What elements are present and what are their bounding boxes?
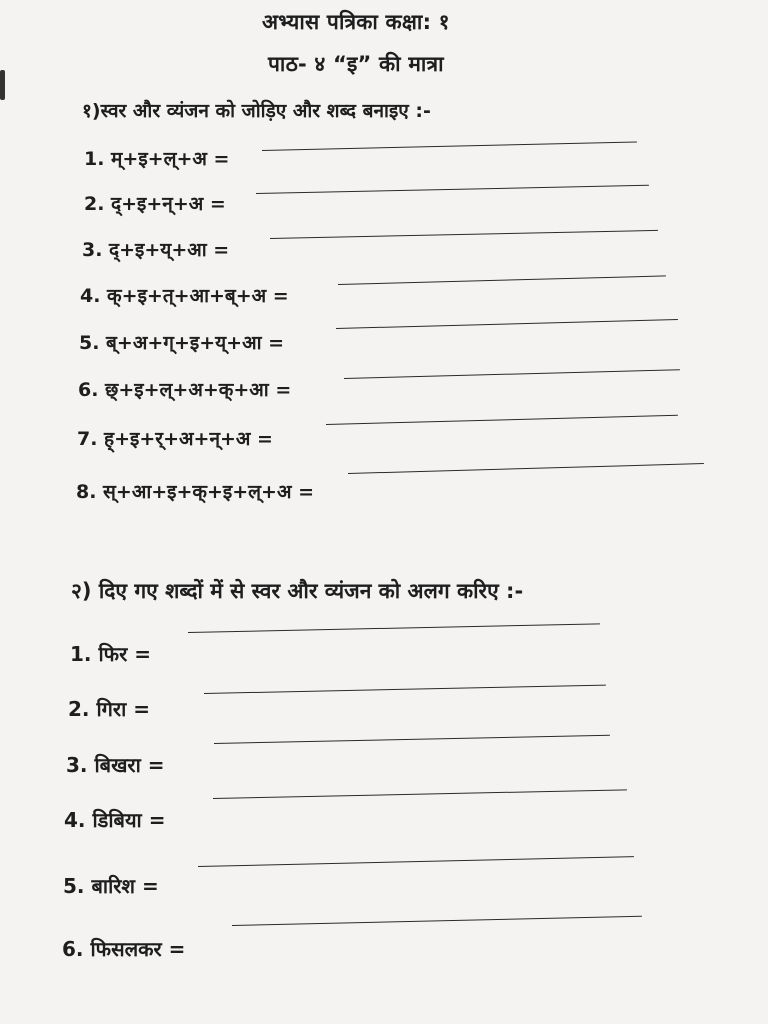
section2-item: 2. गिरा =	[68, 697, 150, 721]
section2-item: 4. डिबिया =	[64, 808, 166, 832]
answer-blank[interactable]	[204, 685, 606, 694]
section2-item: 6. फिसलकर =	[62, 937, 186, 961]
answer-blank[interactable]	[188, 623, 600, 633]
lesson-title: पाठ- ४ “इ” की मात्रा	[268, 52, 444, 76]
answer-blank[interactable]	[262, 141, 637, 151]
section1-item: 3. द्+इ+य्+आ =	[82, 239, 230, 261]
answer-blank[interactable]	[198, 856, 634, 867]
answer-blank[interactable]	[336, 319, 678, 329]
section1-item: 8. स्+आ+इ+क्+इ+ल्+अ =	[76, 481, 315, 503]
worksheet-title: अभ्यास पत्रिका कक्षा: १	[262, 10, 450, 34]
answer-blank[interactable]	[270, 230, 658, 239]
page-edge-mark	[0, 70, 5, 100]
section1-instruction: १)स्वर और व्यंजन को जोड़िए और शब्द बनाइए :-	[82, 100, 431, 122]
section1-item: 4. क्+इ+त्+आ+ब्+अ =	[80, 285, 289, 307]
section2-instruction: २) दिए गए शब्दों में से स्वर और व्यंजन को अलग करिए :-	[71, 579, 524, 603]
section1-item: 6. छ्+इ+ल्+अ+क्+आ =	[78, 379, 292, 401]
answer-blank[interactable]	[348, 463, 704, 474]
answer-blank[interactable]	[213, 789, 627, 799]
answer-blank[interactable]	[214, 735, 610, 744]
section1-item: 2. द्+इ+न्+अ =	[84, 193, 226, 215]
section1-item: 1. म्+इ+ल्+अ =	[84, 148, 230, 170]
answer-blank[interactable]	[338, 275, 666, 285]
answer-blank[interactable]	[232, 916, 642, 926]
answer-blank[interactable]	[326, 415, 678, 425]
answer-blank[interactable]	[344, 369, 680, 379]
answer-blank[interactable]	[256, 185, 649, 194]
section1-item: 5. ब्+अ+ग्+इ+य्+आ =	[79, 332, 285, 354]
section1-item: 7. ह्+इ+र्+अ+न्+अ =	[77, 428, 273, 450]
section2-item: 3. बिखरा =	[66, 753, 165, 777]
section2-item: 5. बारिश =	[63, 874, 159, 898]
section2-item: 1. फिर =	[70, 642, 151, 666]
